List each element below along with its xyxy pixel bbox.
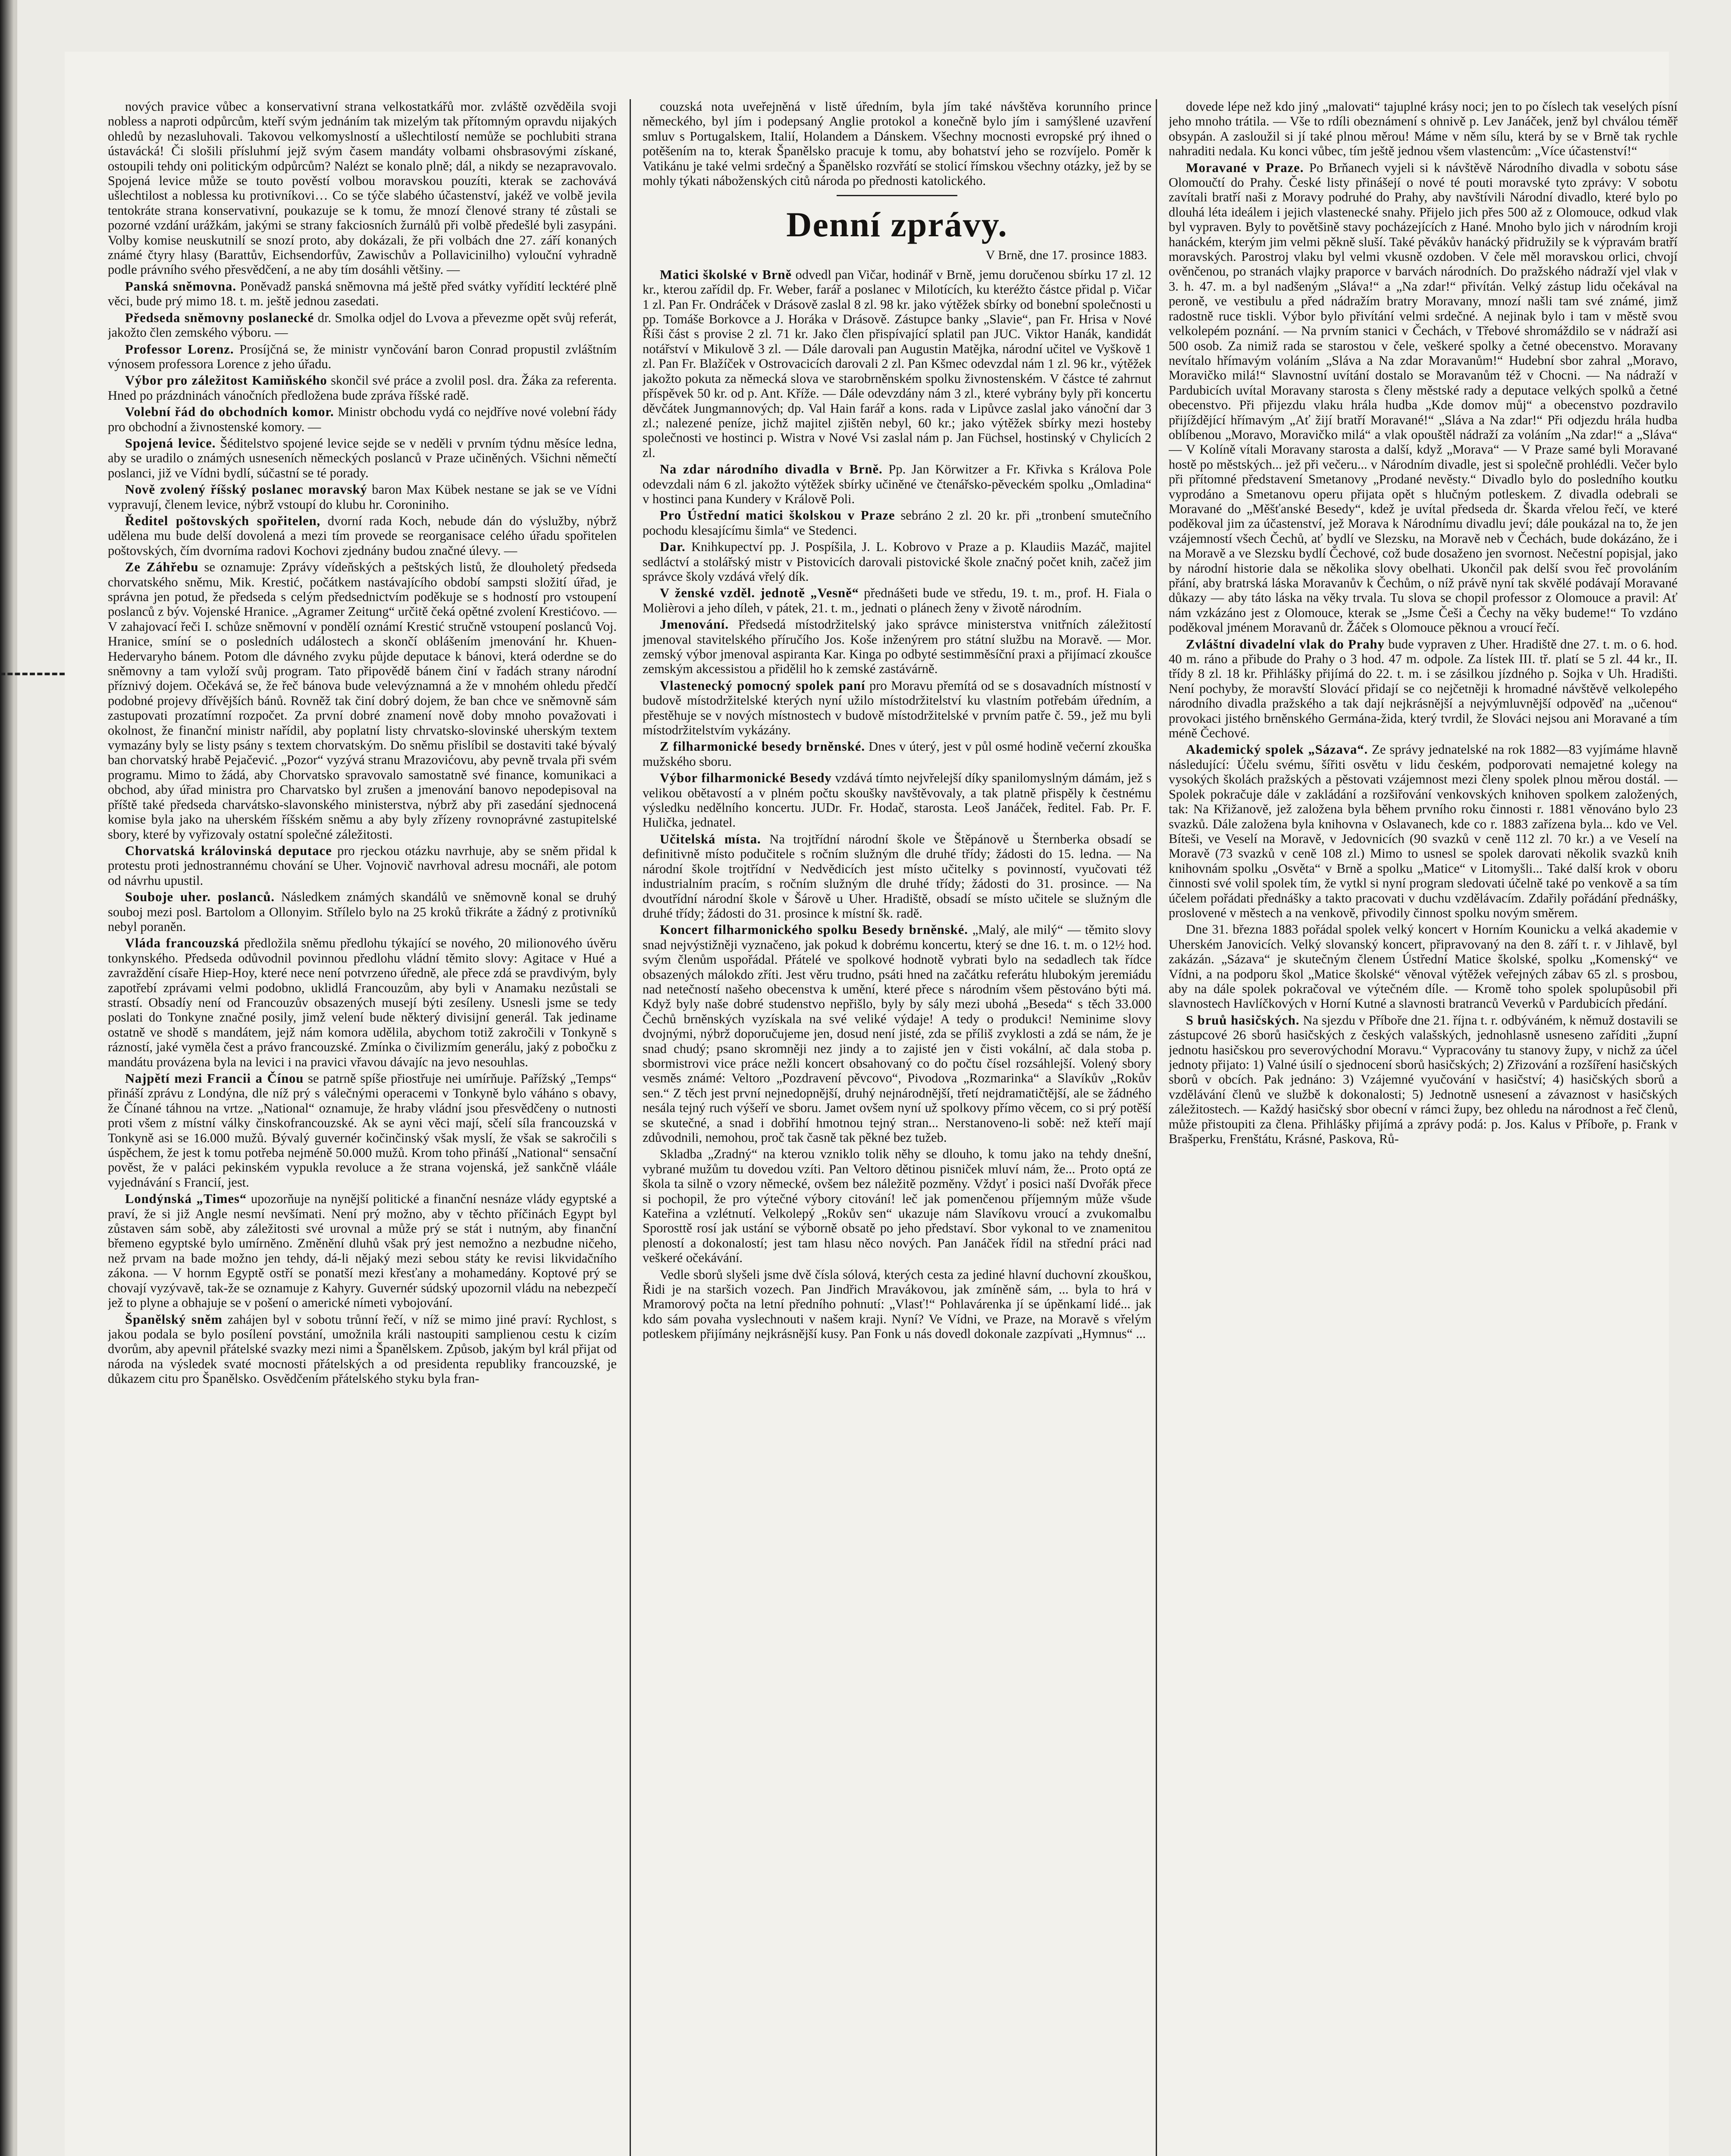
article-heading: Volební řád do obchodních komor. [125, 404, 334, 420]
article-text: zahájen byl v sobotu trůnní řečí, v níž se mimo jiné praví: Rychlost, s jakou podala se bylo posílení povstání, umožnila králi nastoupiti samplienou cestu k cizím dvorům, aby apevnil přátelské svazky mezi nimi a Španělskem. Způsob, jakým byl král přijat od národa na výsledek svaté mocnosti přátelských a od presidenta republiky francouzské, je důkazem citu pro Španělsko. Osvědčením přátelského styku byla fran- [108, 1312, 617, 1386]
article-heading: Professor Lorenz. [125, 342, 234, 357]
article-text: dovede lépe než kdo jiný „malovati“ tajuplné krásy noci; jen to po číslech tak veselých písní jeho mnoho trátila. — Vše to rdíli obeznámení s ohnivě p. Lev Janáček, jenž byl chválou téměř obsypán. A zasloužil si jí také plnou měrou! Máme v něm sílu, která by se v Brně tak rychle nahraditi nedala. Ku konci vůbec, tím ještě jednou všem vlastencům: „Více účastenství!“ [1169, 99, 1678, 159]
article-heading: Z filharmonické besedy brněnské. [660, 739, 866, 754]
article-paragraph [1169, 160, 1678, 635]
article-paragraph [108, 373, 617, 403]
article-heading: Ze Záhřebu [125, 560, 199, 575]
article-heading: Učitelská místa. [660, 831, 761, 846]
article-text: couzská nota uveřejněná v listě úředním, byla jím také návštěva korunního prince německého, byl jím i podepsaný Anglie protokol a konečně bylo jím i samýšlené uzavření smluv s Portugalskem, Italií, Holandem a Dánskem. Všechny mocnosti evropské prý ihned o potěšením na to, kterak Španělsko pracuje k tomu, aby bohatství jeho se rozvíjelo. Poměr k Vatikánu je také velmi srdečný a Španělsko rozvřátí se stolicí římskou všechny otázky, jež by se mohly týkati náboženských citů národa po přednosti katolického. [643, 99, 1151, 188]
article-text: Ze správy jednatelské na rok 1882—83 vyjímáme hlavně následující: Účelu svému, šířiti osvětu v lidu českém, podporovati nemajetné kolegy na vysokých školách pražských a pěstovati vzájemnost mezi členy spolek plnou měrou dostál. — Spolek pokračuje dále v zakládání a rozšiřování venkovských knihoven spolkem založených, tak: Na Křižanově, jež založena byla během prvního roku činnosti r. 1881 věnováno bylo 23 svazků. Dále založena byla knihovna v Oslavanech, kde co r. 1883 zařízena byla... kdo ve Vel. Bíteši, ve Veselí na Moravě, v Jedovnicích (90 svazků v ceně 112 zl. 70 kr.) a ve Veselí na Moravě (73 svazků v ceně 108 zl.) Mimo to usnesl se spolek darovati několik svazků knih knihovnám spolku „Osvěta“ v Brně a spolku „Matice“ v Litomyšli... Také další krok v oboru činnosti své volil spolek tím, že vytkl si nyní program sledovati účelně také po venkově a sa tím účelem pořádati přednášky a takto pracovati v duchu vzdělávacím. Zdařily pořádání přednášky, proslovené v městech a na venkově, přivodily činnost spolku novým směrem. [1169, 742, 1678, 920]
article-paragraph [1169, 637, 1678, 741]
article-heading: Spojená levice. [125, 436, 216, 451]
article-text: Po Brňanech vyjeli si k návštěvě Národního divadla v sobotu sáse Olomoučtí do Prahy. České listy přinášejí o nové té pouti moravské tyto zprávy: V sobotu zavítali bratří naši z Moravy podruhé do Prahy, aby navštívili Národní divadlo, které bylo po dlouhá léta ideálem i jejich vlastenecké snahy. Přijelo jich přes 500 až z Olomouce, odkud vlak byl vypraven. Byly to povětšině stavy pocházejících z Hané. Mnoho bylo jich v národním kroji hanáckém, kterým jim velmi pěkně sluší. Také pěvákův hanácký přidružily se k výpravám bratří moravských. Parostroj vlaku byl velmi vkusně ozdoben. V čele měl moravskou orlici, chvojí ověnčenou, po stranách vlajky praporce v barvách národních. Do pražského nádraží vjel vlak v 3. h. 47. m. a byl nadšeným „Sláva!“ a „Na zdar!“ přivítán. Velký zástup lidu očekával na peroně, ve vestibulu a před nádražím bratry Moravany, mnozí našli tam své známé, jimž radostně ruce tiskli. Výbor bylo přivítání velmi srdečné. A nejinak bylo i tam v městě svou velkolepém poznání. — Na prvním stanici v Čechách, v Třebové shromáždilo se v nádraží asi 500 osob. Za nimiž rada se starostou v čele, veškeré spolky a četné obecenstvo. Moravany nevítalo hřímavým voláním „Sláva a Na zdar Moravanům!“ Hudební sbor zahral „Moravo, Moravičko milá!“ Slavnostní uvítání dostalo se Moravanům též v Chocni. — Na nádraží v Pardubicích uvítal Moravany starosta s členy městské rady a deputace velkých spolků a četné obecenstvo. Při přijezdu vlaku hrála hudba „Kde domov můj“ a obecenstvo pozdravilo přijíždějící hřímavým „Ať žijí bratří Moravané!“ „Sláva a Na zdar!“ Při odjezdu hrála hudba oblíbenou „Moravo, Moravičko milá“ a vlak opouštěl nádraží za voláním „Na zdar!“ a „Sláva“ — V Kolíně vítali Moravany starosta a další, když „Morava“ — V Praze samé byli Moravané hostě po městských... jež při večeru... v Národním divadle, jest si společně prohlédli. Večer bylo při přítomné představení Smetanovy „Prodané nevěsty.“ Divadlo bylo do posledního koutku vyprodáno a Smetanovu operu přijata opět s hlučným potleskem. Z divadla odebrali se Moravané do „Měšťanské Besedy“, kdež je uvítal předseda dr. Škarda vřelou řečí, ve které poděkoval jim za účastenství, jež Morava k Národnímu divadlu jeví; dále poukázal na to, že jen vzájemností všech Čechů, ať bydlí ve Slezsku, na Moravě neb v Čechách, bude dokázáno, že i na Moravě a ve Slezsku bydlí Čechové, což bude dosaženo jen svornost. Nečestní popisjal, jako by národní historie dala se několika slovy obelhati. Ukončil pak delší svou řeč provoláním přání, aby bratrská láska Moravanův k Čechům, o níž právě nyní tak skvělé podávají Moravané důkazy — aby táto láska na věky trvala. Tu slova se chopil professor z Olomouce a pravil: Ať nám vzkázáno jest z Olomouce, kterak se „Jsme Češi a Čechy na věky budeme!“ To vzdáno poděkoval jménem Moravanů dr. Žáček s Olomouce pěknou a vroucí řečí. [1169, 160, 1678, 635]
article-paragraph [643, 508, 1151, 538]
article-text: pro rjeckou otázku navrhuje, aby se sněm přidal k protestu proti jednostrannému chování se Uher. Vojnovič navrhoval adresu mocnáři, ale potom od návrhu upustil. [108, 843, 617, 888]
article-heading: Vláda francouzská [125, 936, 239, 951]
article-text: pro Moravu přemítá od se s dosavadních místností v budově místodržitelské kterých nyní užilo místodržitelství ku vlastním potřebám úředním, a přestěhuje se v nových místnostech v budově místodržitelské v prvním patře č. 59., jež mu byli místodržitelstvím vykázány. [643, 678, 1151, 738]
article-text: Na trojtřídní národní škole ve Štěpánově u Šternberka obsadí se definitivně místo podučitele s ročním služným dle druhé třídy; žádosti do 15. ledna. — Na národní škole trojtřídní v Nedvědicích jest místo učitelky s povinností, vyučovati též industrialním pracím, s ročním služným dle druhé třídy; žádosti do 31. prosince. — Na dvoutřídní národní škole v Šárově u Uher. Hradiště, obsadí se místo učitele se služným dle druhé třídy; žádosti do 31. prosince k místní šk. radě. [643, 831, 1151, 921]
article-paragraph [108, 936, 617, 1069]
article-paragraph [643, 462, 1151, 506]
column-2 [643, 99, 1151, 2156]
article-heading: Koncert filharmonického spolku Besedy brněnské. [660, 922, 968, 937]
article-paragraph [643, 739, 1151, 769]
article-paragraph [108, 890, 617, 934]
article-heading: Na zdar národního divadla v Brně. [660, 462, 883, 477]
article-heading: Ředitel poštovských spořitelen, [125, 513, 321, 528]
column-1 [108, 99, 617, 2156]
article-text: skončil své práce a zvolil posl. dra. Žáka za referenta. Hned po prázdninách vánočních předložena bude zpráva říšské radě. [108, 373, 617, 403]
article-paragraph [643, 539, 1151, 584]
article-heading: Najpětí mezi Francii a Čínou [125, 1071, 304, 1086]
article-paragraph [643, 922, 1151, 1145]
article-heading: S bruů hasičských. [1186, 1012, 1300, 1028]
article-text: Poněvadž panská sněmovna má ještě před svátky vyřídití lecktéré plně věci, bude prý mimo 18. t. m. ještě jednou zasedati. [108, 279, 617, 309]
article-text: Pp. Jan Körwitzer a Fr. Křivka s Králova Pole odevzdali nám 6 zl. jakožto výtěžek sbírky učiněné ve čtenářsko-pěveckém spolku „Omladina“ v hostinci pana Kundery v Králově Poli. [643, 462, 1151, 506]
newspaper-page [65, 52, 1678, 2156]
column-3 [1169, 99, 1678, 2156]
article-heading: Pro Ústřední matici školskou v Praze [660, 508, 895, 523]
article-paragraph [108, 482, 617, 512]
article-heading: Zvláštní divadelní vlak do Prahy [1186, 636, 1385, 652]
article-paragraph [643, 771, 1151, 830]
article-text: Na sjezdu v Příboře dne 21. října t. r. odbýváném, k němuž dostavili se zástupcové 26 sborů hasičských z českých valašských, jednohlasně usneseno zaříditi „župní jednotu hasičskou pro severovýchodní Moravu.“ Vypracovány tu stanovy župy, v nichž za účel jednoty přijato: 1) Valné úsilí o sjednocení sborů hasičských; 2) Zřizování a rozšíření hasičských sborů v obcích. Pak jednáno: 3) Vzájemné vyučování v hasičství; 4) hasičských sborů a vzdělávání členů ve službě k dokonalosti; 5) Jednotně usnesení a závaznost v hasičských záležitostech. — Každý hasičský sbor obecní v rámci župy, bez ohledu na národnost a řeč členů, může přistoupiti za člena. Přihlášky přijímá a zprávy podá: p. Jos. Kalus v Příboře, p. Frank v Brašperku, Frenštátu, Krásné, Paskova, Rů- [1169, 1012, 1678, 1147]
fold-mark [0, 673, 65, 675]
article-heading: Chorvatská královinská deputace [125, 843, 332, 858]
article-paragraph [108, 1071, 617, 1190]
article-text: Dnes v úterý, jest v půl osmé hodině večerní zkouška mužského sboru. [643, 739, 1151, 769]
article-paragraph [643, 267, 1151, 460]
article-paragraph [108, 279, 617, 309]
article-paragraph [1169, 1013, 1678, 1147]
dateline: V Brně, dne 17. prosince 1883. [985, 248, 1147, 263]
article-heading: Vlastenecký pomocný spolek paní [660, 678, 866, 693]
article-heading: Španělský sněm [125, 1312, 223, 1327]
article-text: Šéditelstvo spojené levice sejde se v neděli v prvním týdnu měsíce ledna, aby se uradilo o známých usneseních německých poslanců v Praze učiněných. Všichni němečtí poslanci, již ve Vídni bydlí, súčastní se té porady. [108, 436, 617, 480]
article-text: baron Max Kübek nestane se jak se ve Vídni vypravují, členem levice, nýbrž vstoupí do klubu hr. Coroniniho. [108, 482, 617, 512]
article-text: dr. Smolka odjel do Lvova a převezme opět svůj referát, jakožto člen zemského výboru. — [108, 310, 617, 340]
article-text: odvedl pan Vičar, hodinář v Brně, jemu doručenou sbírku 17 zl. 12 kr., kterou zařídil dp. Fr. Weber, farář a poslanec v Milotících, ku kteréžto částce přidal p. Vičar 1 zl. Pan Fr. Ondráček v Drásově zaslal 8 zl. 98 kr. jako výtěžek sbírky od bonební společnosti u pp. Tomáše Borkovce a J. Horáka v Drásově. Zástupce banky „Slavie“, pan Fr. Hrisa v Nové Říši část s provise 2 zl. 71 kr. Jako člen přispívající splatil pan JUC. Viktor Hanák, kandidát notářství v Mikulově 3 zl. — Dále darovali pan Augustin Matějka, národní učitel ve Vyškově 1 zl. Pan Fr. Blažíček v Ostrovacicích darovali 2 zl. Pan Kšmec odevzdal nám 1 zl. 96 kr., výtěžek jakožto pokuta za německá slova ve starobrněnském spolku živnostenském. V částce té zahrnut příspěvek 50 kr. od p. Ant. Kříže. — Dále odevzdány nám 3 zl., které vybrány byly při koncertu děvčátek Jungmannových; dp. Val Hain farář a kons. rada v Lipůvce zaslal jako vánoční dar 3 zl.; nalezené peníze, jichž majitel zjištěn nebyl, 60 kr.; jako výtěžek sbírky mezi hosteby společnosti ve hostinci p. Wistra v Nové Vsi zaslal nám p. Jan Füchsel, hostinský v Chylicích 2 zl. [643, 267, 1151, 460]
article-text: nových pravice vůbec a konservativní strana velkostatkářů mor. zvláště ozvěděila svoji nobless a naproti odpůrcům, kteří svým jednáním tak mizelým tak přítomným opravdu nijakých ohledů by nezasluhovali. Takovou velkomyslností a ušlechtilostí nemůže se pochlubiti strana ústavácká! Či slošili přísluhmí jejž svým časem mandáty volbami ohsbrasovými získané, ostoupili tehdy oni politickým odpůrcům? Nalézt se konalo plně; dál, a nikdy se nezapravovalo. Spojená levice může se touto pověstí volbou moravskou pouzíti, kterak se zachovává ušlechtilost a noblessa ku protivníkovi… Co se týče slabého účastenství, jakéž ve volbě jevila tentokráte strana konservativní, poukazuje se k tomu, že mnozí členové strany té zůstali se pozorné vzdání urážkám, jakými se strany fakciosních žurnálů při volbě předešlé byli zasypáni. Volby komise neuskutnilí se snozí proto, aby dokázali, že při volbách dne 27. září konaných známé čtyry hlasy (Barattův, Eichsendorfův, Zawischův a Pollavicinilho) vylouční vyhradně podle právního svého přesvědčení, a ne aby tím dosáhli většiny. — [108, 99, 617, 277]
article-heading: Matici školské v Brně [660, 267, 792, 282]
article-paragraph [108, 514, 617, 558]
article-heading: Jmenování. [660, 617, 729, 632]
article-paragraph [108, 1191, 617, 1310]
article-heading: Výbor pro záležitost Kamiňského [125, 373, 327, 388]
article-heading: Londýnská „Times“ [125, 1191, 247, 1206]
article-heading: Výbor filharmonické Besedy [660, 771, 832, 786]
article-paragraph [108, 843, 617, 888]
article-text: Předsedá místodržitelský jako správce ministerstva vnitřních záležitostí jmenoval stavitelského příručího Jos. Koše inženýrem pro státní službu na Moravě. — Mor. zemský výbor jmenoval aspiranta Kar. Kinga po odbyté sestimměsíční praxi a přijímací zkoušce zemským akcessistou a přidělil ho k zemské zastávárně. [643, 617, 1151, 677]
article-heading: Souboje uher. poslanců. [125, 890, 275, 905]
article-text: dvorní rada Koch, nebude dán do výslužby, nýbrž udělena mu bude delší dovolená a mezi tím provede se reorganisace celého úřadu spořitelen poštovských, čím dvorníma radovi Kochovi zjednány budou značné úlevy. — [108, 513, 617, 558]
article-paragraph [108, 436, 617, 480]
article-text: bude vypraven z Uher. Hradiště dne 27. t. m. o 6. hod. 40 m. ráno a přibude do Prahy o 3 hod. 47 m. odpole. Za lístek III. tř. platí se 5 zl. 44 kr., II. třídy 8 zl. 18 kr. Přihlášky přijímá do 22. t. m. i se zásilkou jízdného p. Sojka v Uh. Hradišti. Není pochyby, že moravští Slovácí přidají se co nejčetněji k hromadné návštěvě velkolepého národního divadla pražského a tak dají nejkrásnější a nejvýmluvnější odpověď na „učenou“ provokaci jistého brněnského Germána-žida, který tvrdil, že Slováci nejsou ani Moravané a tím méně Čechové. [1169, 636, 1678, 741]
article-text: vzdává tímto nejvřelejší díky spanilomyslným dámám, jež s velikou obětavostí a v plném počtu skoušky navštěvovaly, a tak platně přispěly k čestnému výsledku nedělního koncertu. JUDr. Fr. Hodač, starosta. Leoš Janáček, ředitel. Fab. Pr. F. Hulička, jednatel. [643, 771, 1151, 830]
article-text: Vedle sborů slyšeli jsme dvě čísla sólová, kterých cesta za jediné hlavní duchovní zkouškou, Řidi je na staršich vozech. Pan Jindřich Mravákovou, jak zmíněně sám, ... byla to hrá v Mramorový počta na letní předního pohnutí: „Vlasť!“ Pohlavárenka jí se úpěnkamí lidé... jak kdo sám povaha vyslechnouti v našem kraji. Nyní? Ve Vídni, ve Praze, na Moravě s vřelým potleskem přijímány nejkrásnější kusy. Pan Fonk u nás dovedl dokonale zazpívati „Hymnus“ ... [643, 1267, 1151, 1341]
article-paragraph [108, 404, 617, 434]
article-text: „Malý, ale milý“ — těmito slovy snad nejvýstižněji vyznačeno, jak pokud k dobrému koncertu, který se dne 16. t. m. o 12½ hod. svým členům uspořádal. Přátelé ve spolkové hodnotě vybrati bylo na sedadlech tak řídce obsazených málokdo zříti. Jest věru trudno, psáti hned na začátku referátu hlubokým jeremiádu nad netečností našeho obecenstva k umění, které přece s národním všem pěstováno býti má. Když byly naše dobré studenstvo nepřišlo, byly by sály mezi ubohá „Beseda“ s těch 33.000 Čechů brněnských vyzískala na své veliké výdaje! A tedy o produkci! Neminime slovy dvojnými, nýbrž doporučujeme jen, dosud není jisté, zda se příliš zvyklosti a zdá se nám, že je snad chudý; psano skromněji nez jindy a to zajisté jen v čisti vokální, ač dala stoba p. sbormistrovi vice práce nežli koncert obsahovaný co do počtu čísel rozsáhlejší. Volený sbory vesměs známé: Veltoro „Pozdravení pěvcovo“, Pivodova „Rozmarinka“ a Slavíkův „Rokův sen.“ Z těch jest první nejnedopnější, druhý nejnárodnější, třetí nejdramatičtější, ale se žádného nesála tejný ruch výšeří ve sboru. Jamet ovšem nyní už spolkovy přímo věcem, co si prý potěší se skutečné, a snad i dobřihí hmotnou tejný stran... Nerstanoveno-li sobě: než kteří mají zdůvodnili, nemohou, proč tak časně tak pěkné bez tužeb. [643, 922, 1151, 1145]
article-text: Dne 31. března 1883 pořádal spolek velký koncert v Horním Kounicku a velká akademie v Uherském Janovicích. Velký slovanský koncert, připravovaný na den 8. září t. r. v Jihlavě, byl zakázán. „Sázava“ je skutečným členem Ústřední Matice školské, spolku „Komenský“ ve Vídni, a na podporu škol „Matice školské“ věnoval výtěžek veřejných zábav 65 zl. s prosbou, aby na dále spolek pokračoval ve výtečném díle. — Kromě toho spolek spolupůsobil při slavnostech Havlíčkových v Horní Kutné a slavnosti bratranců Veverků v Pardubicích předání. [1169, 922, 1678, 1011]
binding-edge [0, 0, 17, 2156]
article-paragraph [643, 617, 1151, 677]
article-text: Prosíjčná se, že ministr vynčování baron Conrad propustil zvláštním výnosem professora Lorence z jeho úřadu. [108, 342, 617, 371]
article-paragraph [643, 832, 1151, 921]
article-text: Knihkupectví pp. J. Pospíšila, J. L. Kobrovo v Praze a p. Klaudiis Mazáč, majitel sedláctví a stolářský mistr v Pistovicích darovali pistovické škole značný počet knih, začež jim správce školy vzdává vřelý dík. [643, 539, 1151, 584]
article-paragraph [643, 678, 1151, 738]
article-paragraph [108, 310, 617, 340]
article-paragraph [108, 99, 617, 277]
article-paragraph [1169, 922, 1678, 1011]
article-paragraph [108, 1312, 617, 1386]
article-text: Skladba „Zradný“ na kterou vzniklo tolik něhy se dlouho, k tomu jako na tehdy dnešní, vybrané mužům tu dovedou vzíti. Pan Veltoro dětinou pisniček mluví nám, že... Proto optá ze škola ta silně o vzory německé, ovšem bez náležitě pozměny. Vždyť i posici naší Dvořák přece si pochopil, že pro výtečné výbory citování! leč jak pomenčenou příjemným může všude Kateřina a vzlétnutí. Velkolepý „Rokův sen“ ukazuje nám Slavíkovu vroucí a zvukomalbu Sporosttě rosí jak ustání se výborně obsatě po jeho představí. Sbor vykonal to ve znamenitou pleností a dokonalostí; jest tam hlasu něco nových. Pan Janáček řídil na střední práci nad veškeré očekávání. [643, 1147, 1151, 1266]
article-paragraph [1169, 99, 1678, 159]
article-paragraph [643, 1147, 1151, 1265]
article-text: se oznamuje: Zprávy vídeňských a peštských listů, že dlouholetý předseda chorvatského sněmu, Mik. Krestić, počátkem nastávajícího období sampsti složití úřad, je správna jen potud, že předseda s celým předsednictvím poděkuje se s hodností pro vstoupení poslanců z býv. Vojenské Hranice. „Agramer Zeitung“ určitě čeká opětné zvolení Krestićovo. — V zahajovací řeči I. schůze sněmovní v pondělí oznámí Krestić stručně vstoupení poslanců Voj. Hranice, smíní se o posledních událostech a skončí oblášením jmenování hr. Khuen-Hedervaryho bánem. Potom dle dávného zvyku půjde deputace k bánovi, která oderdne se do sněmovny a tam vyloží svůj program. Tato připovědě bánem činí v řadách strany národní příznivý dojem. Očekává se, že řeč bánova bude velevýznamná a že v mnohém ohledu předčí podobné projevy dřívějších bánů. Rovněž tak činí dobrý dojem, že ban chce ve sněmovně sám zastupovati prozatímní rozpočet. Za první dobré znamení nově doby mnoho považovati i okolnost, že finanční ministr nařídil, aby poplatní listy chrvatsko-slovinské uherským textem vymazány byly se listy psány s textem chorvatským. Do sněmu přislíbil se dostaviti také bývalý ban chorvatský hrabě Pejačević. „Pozor“ vyzývá stranu Mrazovićovu, aby pevně trvala při svém programu. Mimo to žádá, aby Chorvatsko spravovalo samostatně své finance, komunikaci a obchod, aby úřad ministra pro Charvatsko byl zrušen a jmenování banovo nepodepisoval na příště také předseda charvátsko-slavonského ministerstva, nýbrž aby při zasedání sjednocená komise byla jako na uherském říšském sněmu a aby byly zřízeny rovnoprávné zastupitelské sbory, které by vyřizovaly ostatní společné záležitosti. [108, 560, 617, 842]
article-paragraph [643, 1267, 1151, 1341]
article-heading: Akademický spolek „Sázava“. [1186, 742, 1368, 757]
article-heading: Předseda sněmovny poslanecké [125, 310, 314, 325]
article-text: se patrně spíše přiostřuje nei umírňuje. Pařížský „Temps“ přináší zprávu z Londýna, dle níž prý s válečnými operacemi v Tonkyně bylo váháno s obavy, že Čínané táhnou na vrtze. „National“ oznamuje, že hraby vládní jsou přesvědčeny o nutnosti proti všem z místní války činskofrancouzské. Ak se ayni věci mají, sčelí síla francouzská v Tonkyně asi se 16.000 mužů. Bývalý guvernér kočinčinský však myslí, že však se sakročili s úspěchem, že jest k tomu potřeba nejméně 50.000 mužů. Krom toho přináší „National“ sensační pověst, že v paláci pekinském vypukla revoluce a že strana vojenská, jež sankčně vláále vyjednávání s Francií, jest. [108, 1071, 617, 1190]
article-paragraph [643, 586, 1151, 615]
article-paragraph [1169, 742, 1678, 920]
article-text: Ministr obchodu vydá co nejdříve nové volební řády pro obchodní a živnostenské komory. — [108, 404, 617, 434]
article-heading: V ženské vzděl. jednotě „Vesně“ [660, 586, 859, 601]
column-rule [1156, 99, 1157, 2156]
section-divider [837, 195, 957, 196]
article-paragraph [108, 560, 617, 842]
article-heading: Nově zvolený říšský poslanec moravský [125, 482, 367, 497]
section-masthead: Denní zprávy. [786, 205, 1008, 244]
article-heading: Moravané v Praze. [1186, 160, 1304, 175]
article-text: předložila sněmu předlohu týkající se nového, 20 milionového úvěru tonkynského. Předseda odůvodnil povinnou předlohu vládní těmito slovy: Agitace v Hué a zavraždění císaře Hiep-Hoy, které nece není potvrzeno úředně, ale přece zdá se pravdivým, byly zapotřebí zprávami velmi podobno, uklidlá Francouzům, aby byli v Anamaku nezůstali se strastí. Obsadíy není od Francouzův obsazených musejí býti zesíleny. Usnesli jsme se tedy poslati do Tonkyne značné posily, jimž velení bude některý divisijní generál. Tak jediname ostatně ve shodě s mandátem, jejž nám komora udělila, abychom totiž zakročili v Tonkyně s rázností, jaké vyměla čest a právo francouzské. Zmínka o čivilizmím generálu, jaký z pobočku z mandátu provázena byla na levici i na pravici vřavou dávajíc na jevo nesouhlas. [108, 936, 617, 1069]
column-rule [630, 99, 631, 2156]
article-heading: Panská sněmovna. [125, 279, 236, 294]
article-text: přednášeti bude ve středu, 19. t. m., prof. H. Fiala o Molièrovi a jeho díleh, v pátek, 21. t. m., jednati o plánech ženy v životě národním. [643, 586, 1151, 615]
article-text: Následkem známých skandálů ve sněmovně konal se druhý souboj mezi posl. Bartolom a Ollonyim. Střílelo bylo na 25 kroků třikráte a žádný z protivníků nebyl poraněn. [108, 890, 617, 934]
article-paragraph [643, 99, 1151, 188]
article-heading: Dar. [660, 539, 686, 555]
article-text: sebráno 2 zl. 20 kr. při „tronbení smutečního pochodu klesajícímu šimla“ ve Stedenci. [643, 508, 1151, 538]
article-text: upozorňuje na nynější politické a finanční nesnáze vlády egyptské a praví, že si již Angle nesmí nevšímati. Není prý možno, aby v těchto příčinách Egypt byl zůstaven sám sobě, aby záležitosti své urovnal a může prý se stát i nutným, aby finanční břemeno egyptské bylo umírněno. Změnění dluhů však prý jest nemožno a nezbudne ničeho, než prvam na bade možno jen tehdy, dá-li nějaký mezi sebou státy ke revisi likvidačního zákona. — V hornm Egyptě ostří se ponatší mezi křesťany a mohamedány. Koptové prý se chovají vyzývavě, tak-že se oznamuje z Kahyry. Guvernér súdský upozornil vládu na nebezpečí jež to plyne a obhajuje se v pošení o americké nímeti vybojování. [108, 1191, 617, 1310]
article-paragraph [108, 342, 617, 372]
